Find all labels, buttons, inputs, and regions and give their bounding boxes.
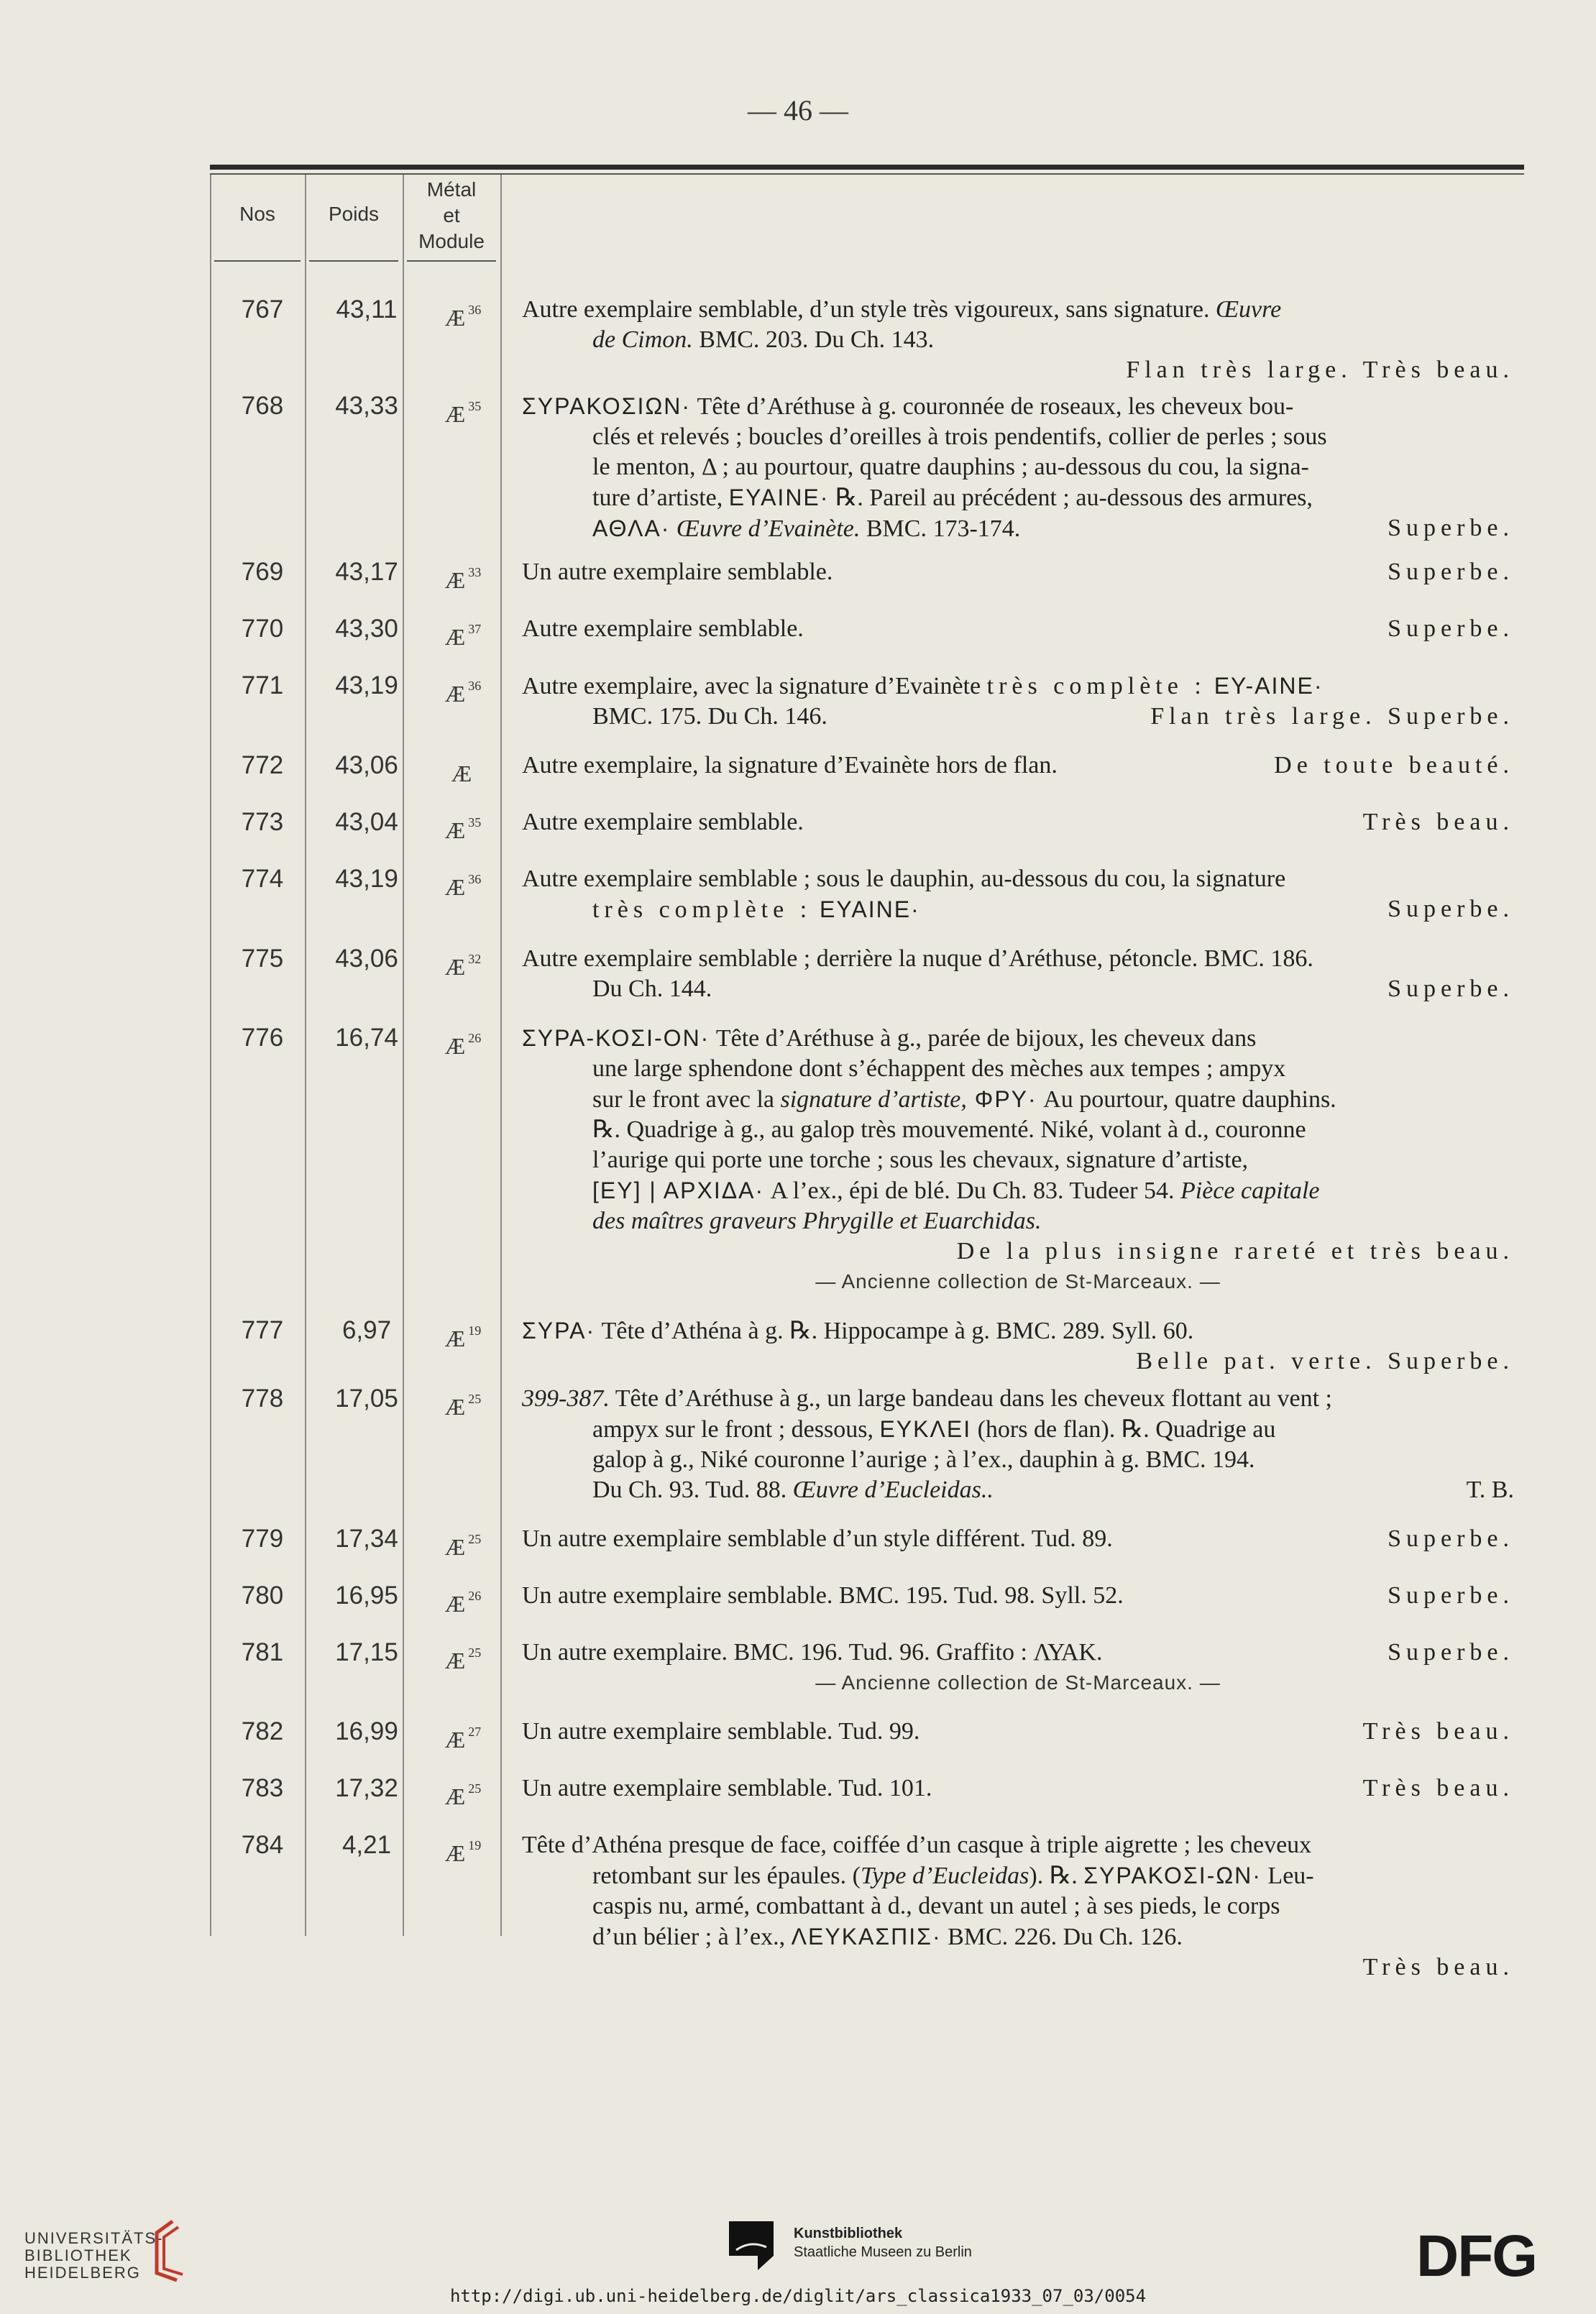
ub-heidelberg-label: UNIVERSITÄTS- BIBLIOTHEK HEIDELBERG (24, 2229, 164, 2282)
digitization-footer (0, 2201, 1596, 2287)
entry-metal: Æ $^{27}$ (444, 1725, 482, 1753)
top-rule (210, 165, 1524, 170)
entry-description: Autre exemplaire semblable ; derrière la nuque d’Aréthuse, pétoncle. BMC. 186. Du Ch. 144. Superbe. (522, 944, 1514, 1004)
catalogue-entry (0, 1316, 1596, 1377)
entry-number: 776 (241, 1024, 284, 1052)
entry-metal: Æ $^{32}$ (444, 952, 482, 980)
entry-number: 778 (241, 1385, 284, 1413)
entry-description: ΣΥΡΑ· Tête d’Athéna à g. ℞. Hippocampe à g. BMC. 289. Syll. 60. Belle pat. verte. Superbe. (522, 1316, 1514, 1377)
entry-grade: Flan très large. Très beau. (1126, 357, 1514, 383)
entry-grade: De toute beauté. (1274, 752, 1514, 779)
entry-description: Un autre exemplaire semblable d’un style différent. Tud. 89. Superbe. (522, 1524, 1514, 1554)
entry-grade: Belle pat. verte. Superbe. (1136, 1348, 1514, 1374)
entry-description: Tête d’Athéna presque de face, coiffée d’un casque à triple aigrette ; les cheveux retombant sur les épaules. (Type d’Eucleidas). ℞. ΣΥΡΑΚΟΣΙ-ΩΝ· Leu- caspis nu, armé, combattant à d., devant un autel ; à ses pieds, le corps d’un bélier ; à l’ex., ΛΕΥΚΑΣΠΙΣ· BMC. 226. Du Ch. 126. Très beau. (522, 1830, 1514, 1983)
entry-metal: Æ $^{37}$ (444, 622, 482, 650)
entry-metal: Æ $^{36}$ (444, 303, 482, 331)
catalogue-entry (0, 1773, 1596, 1812)
provenance-note: — Ancienne collection de St-Marceaux. — (815, 1270, 1221, 1293)
entry-description: Autre exemplaire semblable ; sous le dauphin, au-dessous du cou, la signature très complète : ΕΥΑΙΝΕ· Superbe. (522, 864, 1514, 925)
kunstbibliothek-label: Kunstbibliothek Staatliche Museen zu Berlin (794, 2226, 972, 2260)
catalogue-entry (0, 1384, 1596, 1505)
entry-weight: 43,04 (335, 808, 398, 836)
entry-metal: Æ $^{25}$ (444, 1645, 482, 1673)
entry-number: 784 (241, 1831, 284, 1859)
entry-description: Autre exemplaire semblable. Très beau. (522, 807, 1514, 837)
entry-description: Autre exemplaire, la signature d’Evainète hors de flan. De toute beauté. (522, 750, 1514, 781)
entry-weight: 16,95 (335, 1581, 398, 1610)
entry-number: 779 (241, 1525, 284, 1553)
entry-weight: 17,05 (335, 1385, 398, 1413)
entry-description: 399-387. Tête d’Aréthuse à g., un large bandeau dans les cheveux flottant au vent ; ampyx sur le front ; dessous, ΕΥΚΛΕΙ (hors de flan). ℞. Quadrige au galop à g., Niké couronne l’aurige ; à l’ex., dauphin à g. BMC. 194. Du Ch. 93. Tud. 88. Œuvre d’Eucleidas.. T. B. (522, 1384, 1514, 1505)
entry-weight: 43,30 (335, 615, 398, 643)
entry-metal: Æ $^{19}$ (444, 1323, 482, 1351)
entry-metal: Æ $^{25}$ (444, 1781, 482, 1809)
entry-grade: Flan très large. Superbe. (1150, 703, 1514, 730)
entry-grade: Très beau. (1362, 1954, 1514, 1980)
entry-description: ΣΥΡΑΚΟΣΙΩΝ· Tête d’Aréthuse à g. couronnée de roseaux, les cheveux bou- clés et relevés ; boucles d’oreilles à trois pendentifs, collier de perles ; sous le menton, Δ ; au pourtour, quatre dauphins ; au-dessous du cou, la signa- ture d’artiste, ΕΥΑΙΝΕ· ℞. Pareil au précédent ; au-dessous des armures, ΑΘΛΑ· Œuvre d’Evainète. BMC. 173-174. Superbe. (522, 391, 1514, 544)
catalogue-entries (0, 286, 1596, 1983)
catalogue-entry (0, 1581, 1596, 1619)
catalogue-entry (0, 557, 1596, 595)
entry-metal: Æ (451, 761, 472, 786)
entry-number: 782 (241, 1717, 284, 1745)
entry-metal: Æ $^{36}$ (444, 679, 482, 707)
entry-number: 781 (241, 1638, 284, 1666)
header-rule (407, 260, 496, 262)
entry-metal: Æ $^{35}$ (444, 399, 482, 427)
entry-metal: Æ $^{36}$ (444, 872, 482, 900)
entry-grade: Très beau. (1362, 809, 1514, 835)
top-rule-thin (210, 173, 1524, 175)
entry-weight: 43,11 (336, 295, 398, 323)
entry-metal: Æ $^{25}$ (444, 1532, 482, 1560)
entry-number: 775 (241, 945, 284, 973)
entry-grade: T. B. (1466, 1477, 1514, 1503)
entry-number: 783 (241, 1774, 284, 1802)
catalogue-entry (0, 614, 1596, 652)
entry-number: 769 (241, 558, 284, 586)
entry-number: 768 (241, 392, 284, 420)
catalogue-entry (0, 1717, 1596, 1755)
dfg-logo: DFG (1416, 2223, 1537, 2289)
catalogue-entry (0, 1830, 1596, 1983)
catalogue-entry (0, 1023, 1596, 1297)
header-nos: Nos (239, 203, 275, 225)
entry-weight: 17,15 (335, 1638, 398, 1666)
header-metal: Métal et Module (418, 178, 485, 252)
entry-number: 780 (241, 1581, 284, 1610)
entry-weight: 43,06 (335, 751, 398, 779)
entry-metal: Æ $^{35}$ (444, 815, 482, 843)
entry-grade: Superbe. (1388, 975, 1514, 1002)
catalogue-entry (0, 944, 1596, 1004)
entry-grade: Superbe. (1388, 515, 1514, 541)
entry-weight: 17,34 (335, 1525, 398, 1553)
entry-description: Un autre exemplaire semblable. Superbe. (522, 557, 1514, 587)
ub-heidelberg-logo-icon (145, 2217, 187, 2282)
entry-metal: Æ $^{19}$ (444, 1838, 482, 1866)
entry-grade: Superbe. (1388, 1525, 1514, 1552)
entry-weight: 17,32 (335, 1774, 398, 1802)
catalogue-entry (0, 671, 1596, 732)
catalogue-entry (0, 391, 1596, 544)
catalogue-entry (0, 1638, 1596, 1698)
entry-number: 771 (241, 671, 284, 699)
header-poids: Poids (328, 203, 380, 225)
entry-grade: Superbe. (1388, 615, 1514, 642)
entry-weight: 6,97 (341, 1316, 392, 1344)
catalogue-entry (0, 295, 1596, 385)
entry-grade: Superbe. (1388, 1639, 1514, 1666)
entry-grade: Superbe. (1388, 896, 1514, 922)
entry-weight: 4,21 (341, 1831, 392, 1859)
entry-grade: Superbe. (1388, 559, 1514, 585)
entry-description: Un autre exemplaire semblable. Tud. 101. Très beau. (522, 1773, 1514, 1804)
entry-number: 773 (241, 808, 284, 836)
entry-weight: 43,19 (335, 865, 398, 893)
provenance-note: — Ancienne collection de St-Marceaux. — (815, 1671, 1221, 1694)
entry-weight: 16,74 (335, 1024, 398, 1052)
entry-metal: Æ $^{33}$ (444, 565, 482, 593)
catalogue-entry (0, 864, 1596, 925)
entry-description: Autre exemplaire semblable. Superbe. (522, 614, 1514, 644)
catalogue-entry (0, 1524, 1596, 1562)
catalogue-entry (0, 807, 1596, 845)
entry-number: 774 (241, 865, 284, 893)
catalogue-entry (0, 750, 1596, 789)
entry-metal: Æ $^{25}$ (444, 1392, 482, 1420)
entry-description: Un autre exemplaire semblable. BMC. 195. Tud. 98. Syll. 52. Superbe. (522, 1581, 1514, 1611)
kunstbibliothek-logo-icon (729, 2221, 774, 2270)
entry-description: Autre exemplaire semblable, d’un style très vigoureux, sans signature. Œuvre de Cimon. BMC. 203. Du Ch. 143. Flan très large. Très beau. (522, 295, 1514, 385)
entry-weight: 43,19 (335, 671, 398, 699)
entry-grade: De la plus insigne rareté et très beau. (956, 1238, 1514, 1264)
entry-weight: 16,99 (335, 1717, 398, 1745)
entry-weight: 43,33 (335, 392, 398, 420)
entry-description: ΣΥΡΑ-ΚΟΣΙ-ΟΝ· Tête d’Aréthuse à g., parée de bijoux, les cheveux dans une large sphendone dont s’échappent des mèches aux tempes ; ampyx sur le front avec la signature d’artiste, ΦΡΥ· Au pourtour, quatre dauphins. ℞. Quadrige à g., au galop très mouvementé. Niké, volant à d., couronne l’aurige qui porte une torche ; sous les chevaux, signature d’artiste, [ΕΥ] | ΑΡΧΙΔΑ· A l’ex., épi de blé. Du Ch. 83. Tudeer 54. Pièce capitale des maîtres graveurs Phrygille et Euarchidas. De la plus insigne rareté et très beau. — Ancienne collection de St-Marceaux. — (522, 1023, 1514, 1297)
entry-weight: 43,06 (335, 945, 398, 973)
entry-description: Autre exemplaire, avec la signature d’Evainète très complète : ΕΥ-ΑΙΝΕ· BMC. 175. Du Ch. 146. Flan très large. Superbe. (522, 671, 1514, 732)
entry-number: 772 (241, 751, 284, 779)
entry-grade: Très beau. (1362, 1718, 1514, 1745)
header-rule (214, 260, 301, 262)
page-number: — 46 — (748, 94, 848, 127)
entry-number: 770 (241, 615, 284, 643)
entry-metal: Æ $^{26}$ (444, 1031, 482, 1059)
entry-weight: 43,17 (335, 558, 398, 586)
source-url[interactable]: http://digi.ub.uni-heidelberg.de/diglit/ars_classica1933_07_03/0054 (449, 2286, 1147, 2306)
entry-number: 777 (241, 1316, 284, 1344)
header-rule (309, 260, 398, 262)
entry-metal: Æ $^{26}$ (444, 1589, 482, 1617)
entry-description: Un autre exemplaire. BMC. 196. Tud. 96. Graffito : ΛΥΑΚ. Superbe. — Ancienne collection de St-Marceaux. — (522, 1638, 1514, 1698)
entry-grade: Très beau. (1362, 1775, 1514, 1801)
entry-number: 767 (241, 295, 284, 323)
entry-description: Un autre exemplaire semblable. Tud. 99. Très beau. (522, 1717, 1514, 1747)
entry-grade: Superbe. (1388, 1582, 1514, 1609)
